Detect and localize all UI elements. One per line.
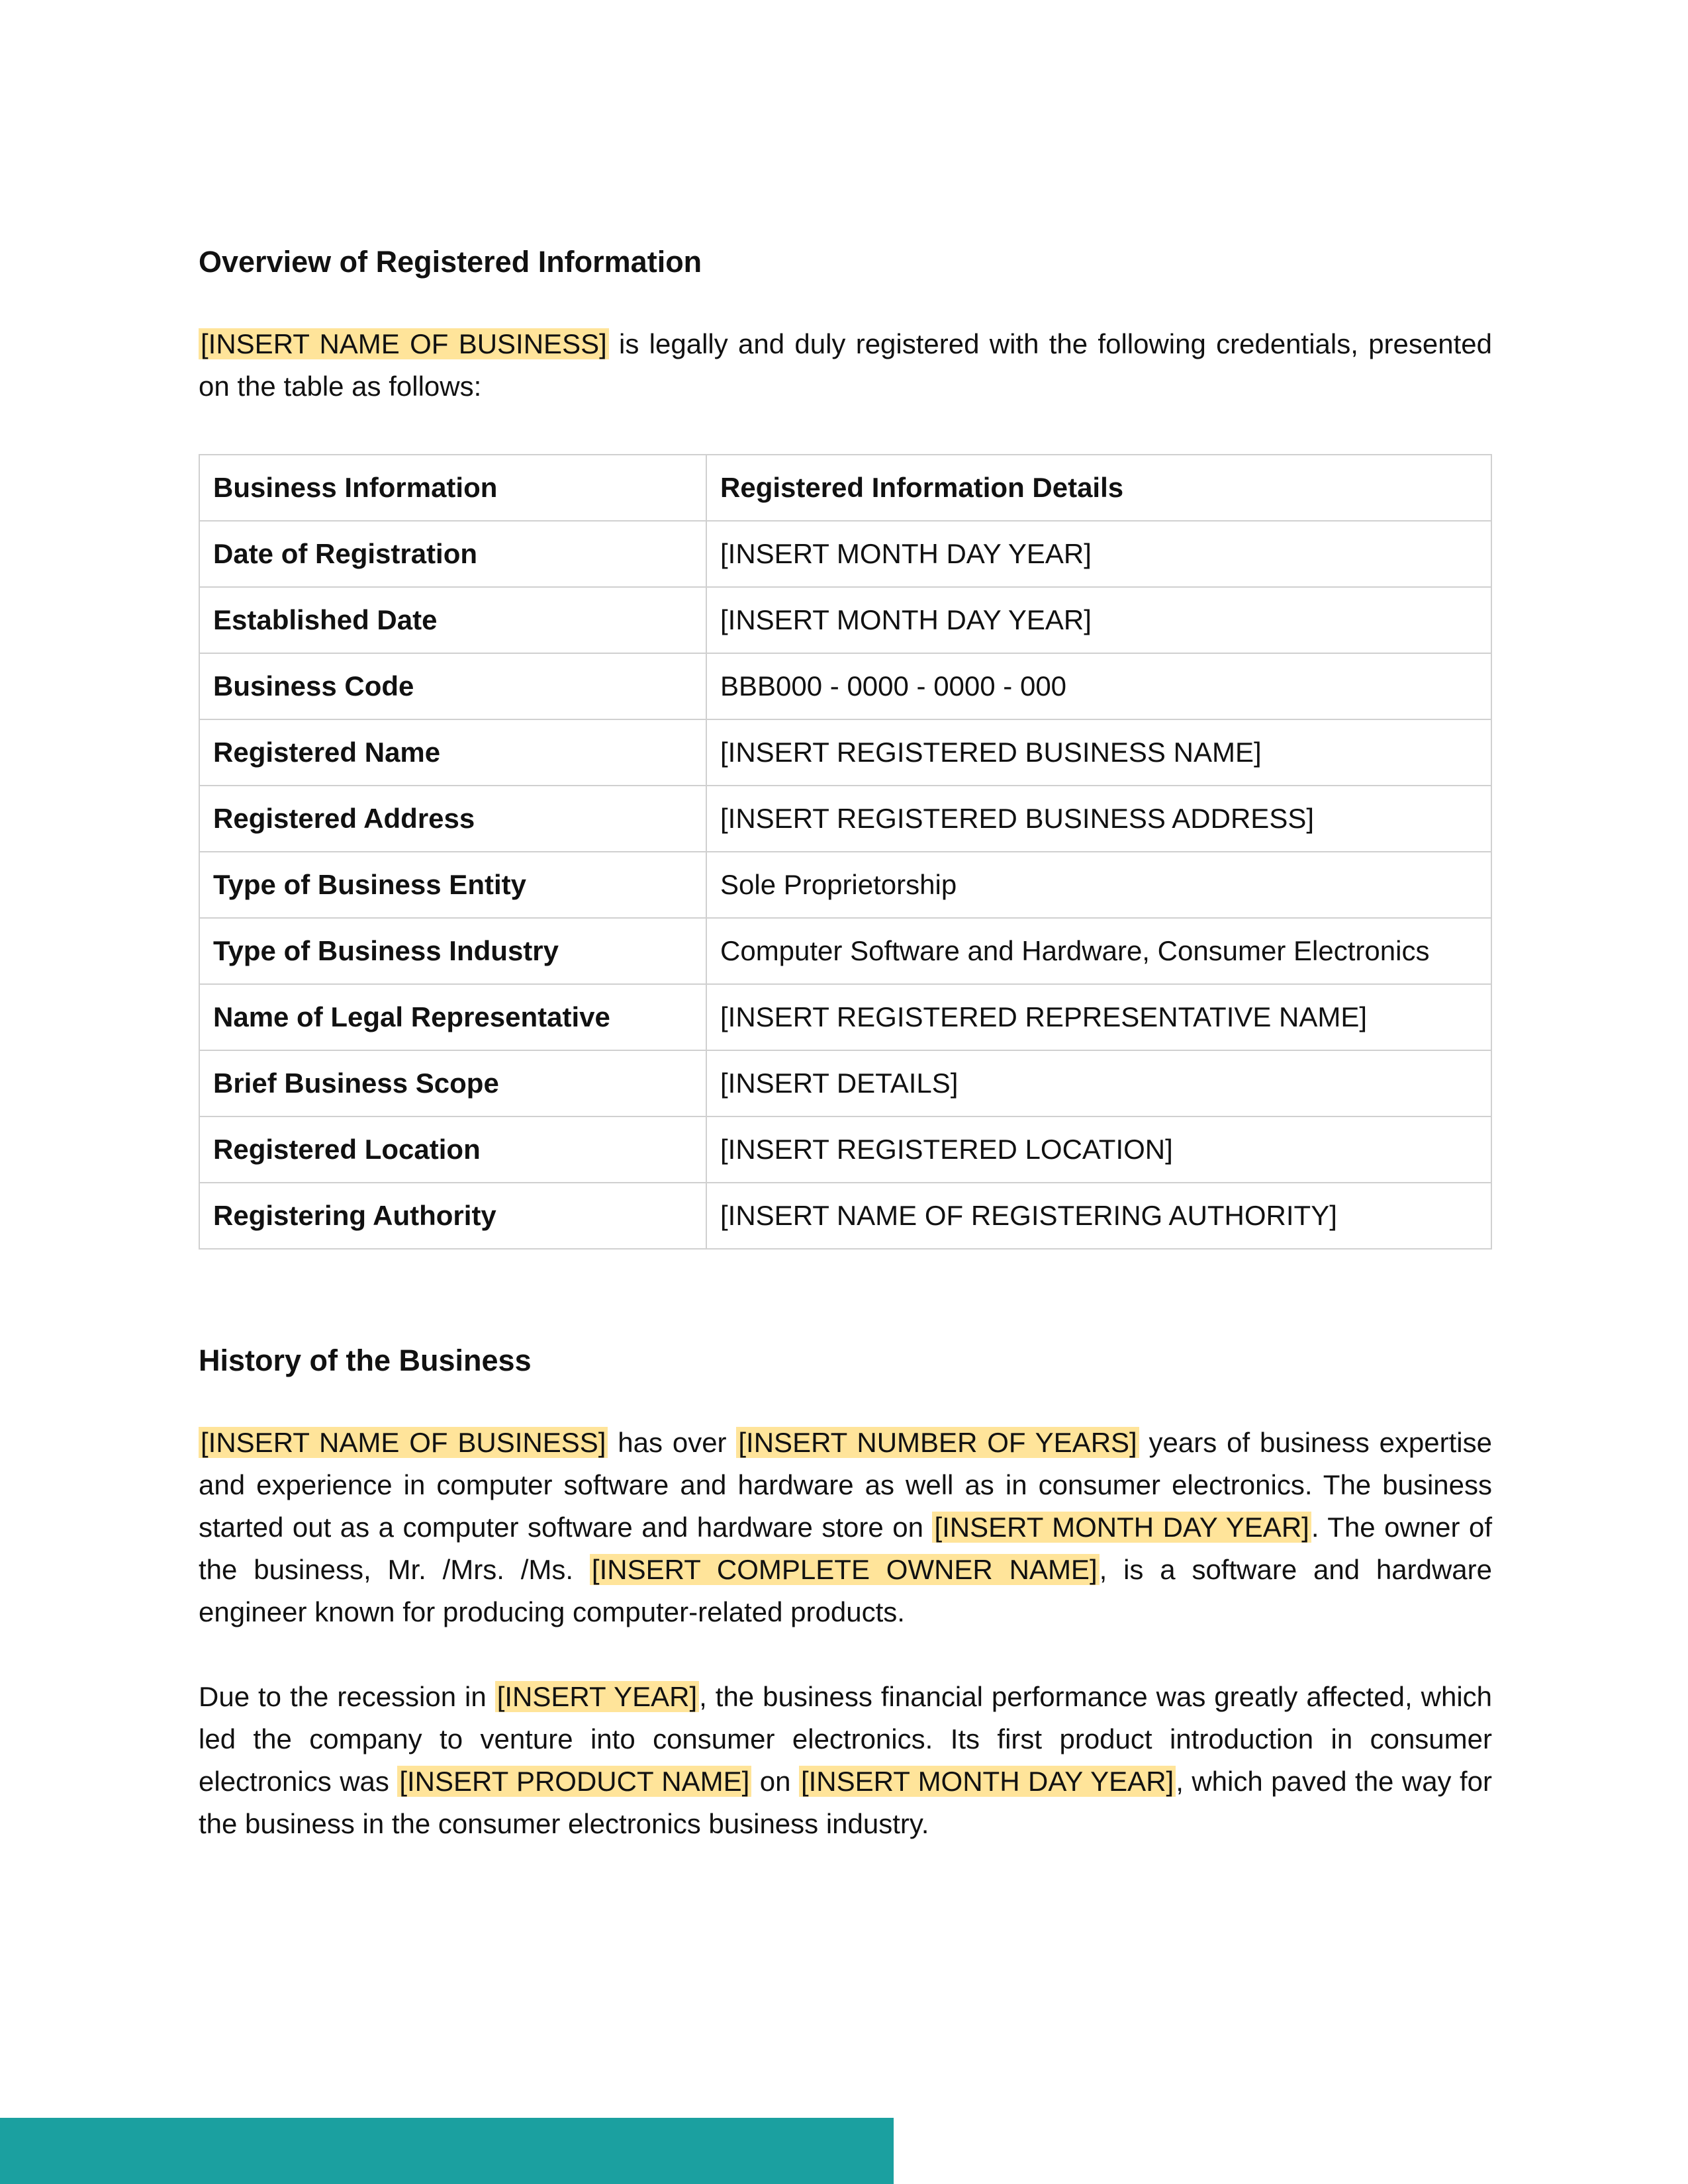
table-cell-field: Registered Location (199, 1116, 706, 1183)
table-cell-value: [INSERT REGISTERED LOCATION] (706, 1116, 1491, 1183)
table-cell-value: [INSERT MONTH DAY YEAR] (706, 587, 1491, 653)
table-row (199, 984, 1491, 1050)
table-cell-value: [INSERT REGISTERED BUSINESS ADDRESS] (706, 786, 1491, 852)
table-cell-field: Date of Registration (199, 521, 706, 587)
registered-info-table (199, 454, 1492, 1250)
table-row (199, 918, 1491, 984)
overview-intro-text: is legally and duly registered with the following credentials, presented on the table as follows: (199, 328, 1492, 402)
table-cell-value: [INSERT REGISTERED REPRESENTATIVE NAME] (706, 984, 1491, 1050)
paragraph-text: , the business financial performance was greatly affected, which led the company to venture into consumer electronics. Its first product introduction in consumer electronics was (199, 1681, 1493, 1797)
footer-accent-bar (0, 2118, 894, 2184)
paragraph-text: , is a software and hardware engineer known for producing computer-related products. (199, 1554, 1493, 1627)
table-row (199, 521, 1491, 587)
table-cell-field: Type of Business Industry (199, 918, 706, 984)
table-row (199, 719, 1491, 786)
paragraph-text: has over (608, 1427, 737, 1458)
table-row (199, 653, 1491, 719)
document-content (199, 238, 1492, 1845)
overview-heading: Overview of Registered Information (199, 245, 702, 279)
paragraph-text: , which paved the way for the business in the consumer electronics business industry. (199, 1766, 1493, 1839)
paragraph-text: Due to the recession in (199, 1681, 495, 1712)
table-header-row (199, 455, 1491, 521)
table-cell-field: Registering Authority (199, 1183, 706, 1249)
table-row (199, 786, 1491, 852)
table-cell-value: BBB000 - 0000 - 0000 - 000 (706, 653, 1491, 719)
placeholder-highlight: [INSERT YEAR] (495, 1681, 699, 1712)
business-name-placeholder: [INSERT NAME OF BUSINESS] (199, 328, 609, 359)
history-paragraph-1 (199, 1422, 1492, 1633)
table-body (199, 455, 1491, 1249)
table-cell-value: Computer Software and Hardware, Consumer Electronics (706, 918, 1491, 984)
table-row (199, 587, 1491, 653)
table-cell-value: [INSERT REGISTERED BUSINESS NAME] (706, 719, 1491, 786)
table-cell-field: Registered Name (199, 719, 706, 786)
table-cell-field: Business Code (199, 653, 706, 719)
table-cell-value: Sole Proprietorship (706, 852, 1491, 918)
paragraph-text: . The owner of the business, Mr. /Mrs. /Ms. (199, 1512, 1492, 1585)
table-cell-field: Registered Address (199, 786, 706, 852)
paragraph-text: years of business expertise and experience in computer software and hardware as well as in consumer electronics. The business started out as a computer software and hardware store on (199, 1427, 1492, 1543)
table-header-registered-details: Registered Information Details (706, 455, 1491, 521)
placeholder-highlight: [INSERT PRODUCT NAME] (397, 1766, 751, 1797)
overview-intro (199, 323, 1492, 408)
table-cell-value: [INSERT DETAILS] (706, 1050, 1491, 1116)
table-cell-field: Name of Legal Representative (199, 984, 706, 1050)
paragraph-text: on (751, 1766, 799, 1797)
table-row (199, 1050, 1491, 1116)
history-paragraph-2 (199, 1676, 1492, 1845)
placeholder-highlight: [INSERT NAME OF BUSINESS] (199, 1427, 608, 1458)
placeholder-highlight: [INSERT MONTH DAY YEAR] (932, 1512, 1311, 1543)
table-cell-field: Established Date (199, 587, 706, 653)
table-row (199, 1183, 1491, 1249)
table-cell-value: [INSERT NAME OF REGISTERING AUTHORITY] (706, 1183, 1491, 1249)
placeholder-highlight: [INSERT COMPLETE OWNER NAME] (590, 1554, 1100, 1585)
table-row (199, 1116, 1491, 1183)
history-heading: History of the Business (199, 1343, 532, 1377)
placeholder-highlight: [INSERT NUMBER OF YEARS] (736, 1427, 1139, 1458)
table-cell-value: [INSERT MONTH DAY YEAR] (706, 521, 1491, 587)
table-cell-field: Brief Business Scope (199, 1050, 706, 1116)
placeholder-highlight: [INSERT MONTH DAY YEAR] (799, 1766, 1176, 1797)
table-header-business-information: Business Information (199, 455, 706, 521)
table-cell-field: Type of Business Entity (199, 852, 706, 918)
table-row (199, 852, 1491, 918)
